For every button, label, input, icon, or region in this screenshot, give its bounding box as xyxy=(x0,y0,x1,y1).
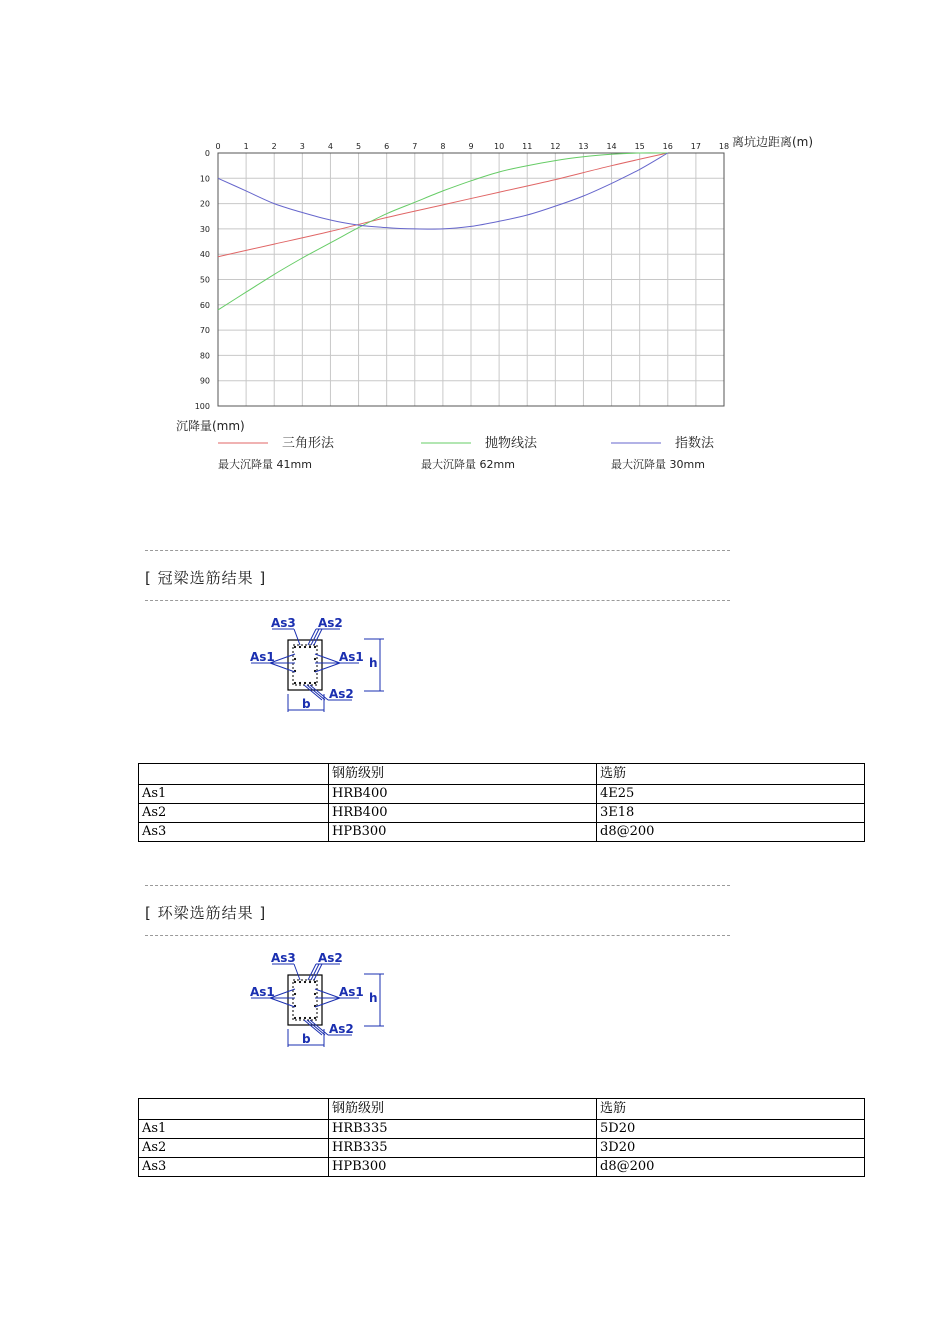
table-header-cell xyxy=(139,764,329,785)
x-tick-label: 15 xyxy=(634,142,645,151)
legend-entry-subtitle: 最大沉降量 41mm xyxy=(218,458,312,471)
as3-label: As3 xyxy=(271,616,296,630)
table-header-cell: 选筋 xyxy=(597,1099,865,1120)
legend-entry-name: 指数法 xyxy=(675,436,715,451)
rebar-dot xyxy=(294,646,296,648)
x-tick-label: 9 xyxy=(468,142,474,151)
rebar-dot xyxy=(314,993,316,995)
beam-section-diagram xyxy=(248,614,388,714)
leader-line xyxy=(270,998,295,1007)
table-header-cell: 选筋 xyxy=(597,764,865,785)
y-tick-label: 70 xyxy=(199,326,210,336)
x-tick-label: 10 xyxy=(494,142,505,151)
separator-line xyxy=(145,550,730,551)
table-row xyxy=(139,785,865,804)
legend-entry-name: 抛物线法 xyxy=(485,436,538,451)
stirrup-outline xyxy=(293,980,317,1020)
table-cell: As2 xyxy=(139,804,329,823)
dimension-h-label: h xyxy=(369,656,378,670)
leader-line xyxy=(315,998,340,1007)
rebar-dot xyxy=(299,1017,301,1019)
table-cell: d8@200 xyxy=(597,823,865,842)
chart-grid xyxy=(218,153,724,406)
rebar-dot xyxy=(299,981,301,983)
as1-label: As1 xyxy=(339,650,364,664)
beam-section-diagram xyxy=(248,949,388,1049)
y-axis-label: 沉降量(mm) xyxy=(176,419,245,433)
x-tick-label: 8 xyxy=(440,142,446,151)
table-cell: 4E25 xyxy=(597,785,865,804)
legend-entry-subtitle: 最大沉降量 30mm xyxy=(611,458,705,471)
table-cell: 3E18 xyxy=(597,804,865,823)
dimension-b-label: b xyxy=(302,1032,311,1046)
rebar-dot xyxy=(304,981,306,983)
rebar-dot xyxy=(299,646,301,648)
x-tick-label: 18 xyxy=(718,142,730,151)
as2-label: As2 xyxy=(329,1022,354,1036)
y-tick-label: 20 xyxy=(199,199,210,209)
table-row xyxy=(139,1120,865,1139)
x-tick-label: 5 xyxy=(356,142,362,151)
x-tick-label: 3 xyxy=(299,142,305,151)
table-row xyxy=(139,1158,865,1177)
separator-line xyxy=(145,885,730,886)
rebar-dot xyxy=(314,981,316,983)
rebar-dot xyxy=(314,658,316,660)
table-header-row xyxy=(139,764,865,785)
table-cell: As1 xyxy=(139,1120,329,1139)
x-tick-label: 12 xyxy=(550,142,561,151)
leader-line xyxy=(315,654,340,663)
y-tick-label: 90 xyxy=(199,376,210,386)
as1-label: As1 xyxy=(250,650,275,664)
chart-legend xyxy=(218,435,715,471)
table-cell: HRB400 xyxy=(329,804,597,823)
x-axis-label: 离坑边距离(m) xyxy=(732,135,814,149)
x-tick-label: 4 xyxy=(327,142,333,151)
dimension-b-label: b xyxy=(302,697,311,711)
table-cell: HRB335 xyxy=(329,1120,597,1139)
section-title-crown-beam: [ 冠梁选筋结果 ] xyxy=(145,569,267,587)
rebar-dot xyxy=(314,682,316,684)
rebar-dot xyxy=(294,981,296,983)
rebar-dot xyxy=(294,682,296,684)
rebar-dot xyxy=(304,682,306,684)
rebar-dot xyxy=(304,1017,306,1019)
leader-line xyxy=(315,989,340,998)
leader-line xyxy=(294,629,300,645)
rebar-dot xyxy=(309,1017,311,1019)
x-tick-label: 13 xyxy=(578,142,589,151)
as1-label: As1 xyxy=(339,985,364,999)
table-cell: HRB400 xyxy=(329,785,597,804)
rebar-dot xyxy=(294,993,296,995)
legend-entry-name: 三角形法 xyxy=(282,436,335,451)
separator-line xyxy=(145,600,730,601)
x-tick-label: 16 xyxy=(662,142,673,151)
section-title-ring-beam: [ 环梁选筋结果 ] xyxy=(145,904,267,922)
y-tick-label: 10 xyxy=(199,174,210,184)
rebar-dot xyxy=(299,682,301,684)
table-cell: HPB300 xyxy=(329,823,597,842)
table-cell: As3 xyxy=(139,1158,329,1177)
table-row xyxy=(139,1139,865,1158)
table-cell: 5D20 xyxy=(597,1120,865,1139)
as2-label: As2 xyxy=(329,687,354,701)
table-row xyxy=(139,823,865,842)
x-tick-label: 14 xyxy=(606,142,617,151)
stirrup-outline xyxy=(293,645,317,685)
table-row xyxy=(139,804,865,823)
table-header-cell xyxy=(139,1099,329,1120)
y-tick-label: 100 xyxy=(194,402,210,411)
rebar-table-ring-beam xyxy=(138,1098,865,1177)
x-tick-label: 6 xyxy=(384,142,390,151)
table-cell: d8@200 xyxy=(597,1158,865,1177)
table-cell: As3 xyxy=(139,823,329,842)
y-tick-label: 50 xyxy=(199,275,210,285)
dimension-h-label: h xyxy=(369,991,378,1005)
legend-entry-subtitle: 最大沉降量 62mm xyxy=(421,458,515,471)
rebar-dot xyxy=(309,981,311,983)
y-tick-label: 40 xyxy=(199,250,210,260)
leader-line xyxy=(294,964,300,980)
rebar-table-crown-beam xyxy=(138,763,865,842)
settlement-chart xyxy=(0,0,950,500)
rebar-dot xyxy=(314,646,316,648)
as3-label: As3 xyxy=(271,951,296,965)
y-tick-label: 80 xyxy=(199,351,210,361)
rebar-dot xyxy=(294,658,296,660)
chart-tick-labels xyxy=(195,142,729,411)
y-tick-label: 0 xyxy=(204,149,210,158)
x-tick-label: 17 xyxy=(690,142,701,151)
leader-line xyxy=(270,663,295,672)
y-tick-label: 60 xyxy=(199,300,210,310)
rebar-dot xyxy=(309,646,311,648)
rebar-dot xyxy=(314,1017,316,1019)
as2-label: As2 xyxy=(318,616,343,630)
table-header-row xyxy=(139,1099,865,1120)
table-cell: 3D20 xyxy=(597,1139,865,1158)
x-tick-label: 7 xyxy=(412,142,418,151)
y-tick-label: 30 xyxy=(199,224,210,234)
as1-label: As1 xyxy=(250,985,275,999)
table-cell: HRB335 xyxy=(329,1139,597,1158)
as2-label: As2 xyxy=(318,951,343,965)
table-cell: As1 xyxy=(139,785,329,804)
table-header-cell: 钢筋级别 xyxy=(329,1099,597,1120)
x-tick-label: 1 xyxy=(243,142,249,151)
leader-line xyxy=(315,663,340,672)
separator-line xyxy=(145,935,730,936)
rebar-dot xyxy=(294,1017,296,1019)
x-tick-label: 2 xyxy=(271,142,277,151)
x-tick-label: 0 xyxy=(215,142,221,151)
rebar-dot xyxy=(309,682,311,684)
x-tick-label: 11 xyxy=(522,142,533,151)
table-cell: As2 xyxy=(139,1139,329,1158)
table-cell: HPB300 xyxy=(329,1158,597,1177)
rebar-dot xyxy=(304,646,306,648)
table-header-cell: 钢筋级别 xyxy=(329,764,597,785)
